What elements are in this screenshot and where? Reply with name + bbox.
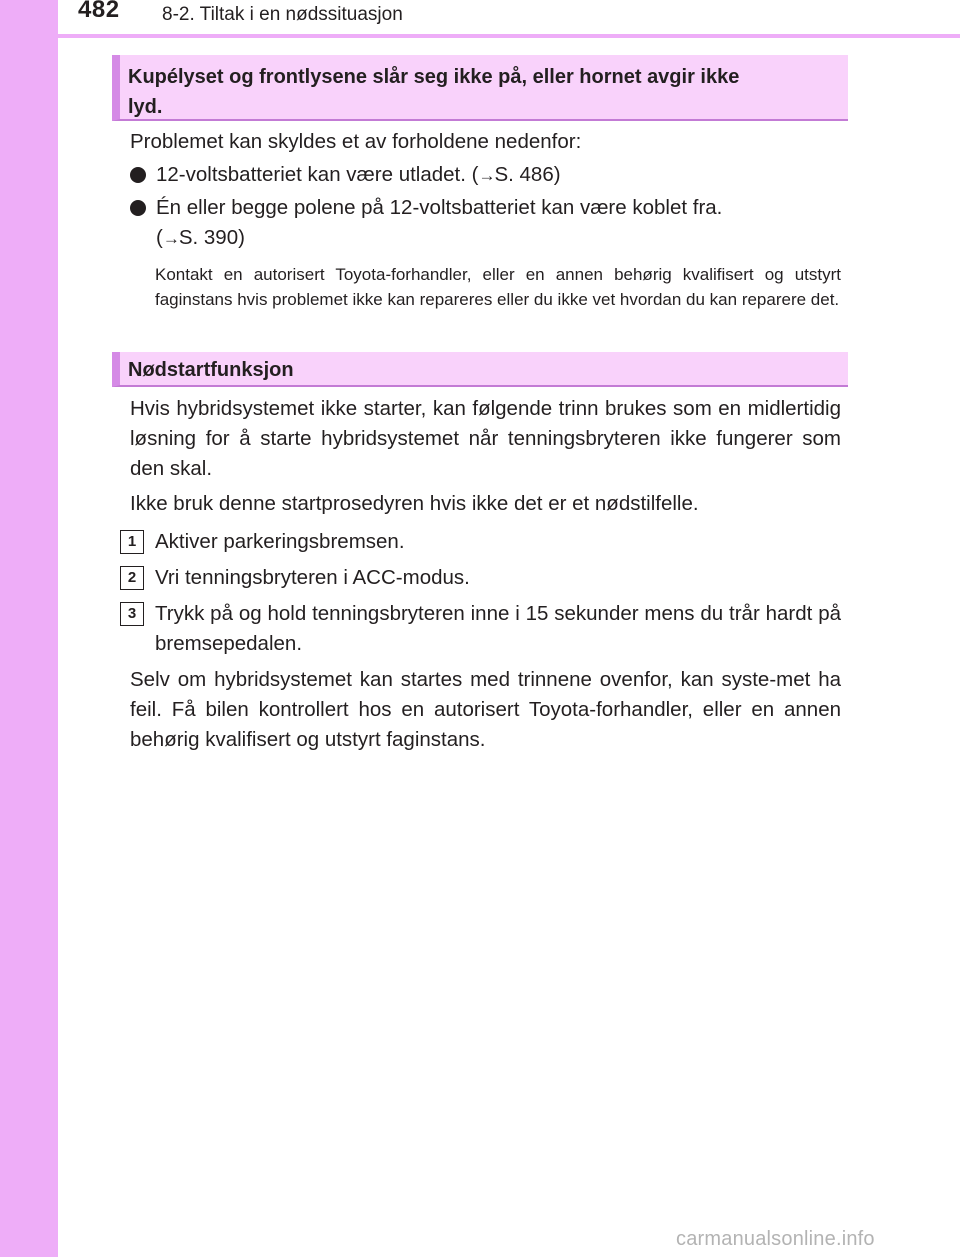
arrow-right-icon: →	[478, 166, 495, 185]
intro-text: Problemet kan skyldes et av forholdene nedenfor:	[130, 130, 582, 153]
chapter-title: 8-2. Tiltak i en nødssituasjon	[162, 4, 403, 25]
section-heading-line2: lyd.	[128, 96, 163, 118]
page-sidebar-tab	[0, 0, 58, 1257]
step-number-badge: 3	[120, 602, 144, 626]
section-heading-line1: Kupélyset og frontlysene slår seg ikke på, eller hornet avgir ikke	[128, 66, 740, 88]
step-number-badge: 1	[120, 530, 144, 554]
section-heading-emergency-start	[112, 352, 848, 387]
bullet-item-battery-disconnected	[130, 193, 841, 255]
page-reference-link[interactable]: S. 486)	[494, 163, 561, 186]
section-heading-lights	[112, 55, 848, 121]
arrow-right-icon: →	[162, 229, 179, 248]
closing-paragraph: Selv om hybridsystemet kan startes med trinnene ovenfor, kan syste-met ha feil. Få bilen kontrollert hos en autorisert Toyota-forhandler, eller en annen behørig kvalifisert og utstyrt faginstans.	[130, 668, 841, 751]
bullet-text: 12-voltsbatteriet kan være utladet. (	[156, 163, 479, 186]
step-text: Trykk på og hold tenningsbryteren inne i 15 sekunder mens du trår hardt på bremsepedalen.	[155, 602, 841, 655]
bullet-text: Én eller begge polene på 12-voltsbatteriet kan være koblet fra.	[156, 196, 723, 219]
watermark-text: carmanualsonline.info	[676, 1228, 875, 1250]
step-text: Aktiver parkeringsbremsen.	[155, 530, 405, 553]
section-heading-title: Nødstartfunksjon	[128, 359, 294, 381]
bullet-dot-icon	[130, 167, 146, 183]
step-text: Vri tenningsbryteren i ACC-modus.	[155, 566, 470, 589]
step-number-badge: 2	[120, 566, 144, 590]
header-rule	[0, 34, 960, 38]
bullet-text-paren: (	[156, 226, 163, 249]
dealer-note: Kontakt en autorisert Toyota-forhandler, eller en annen behørig kvalifisert og utstyrt faginstans hvis problemet ikke kan repareres eller du ikke vet hvordan du kan reparere det.	[155, 265, 841, 309]
emergency-intro-paragraph: Hvis hybridsystemet ikke starter, kan følgende trinn brukes som en midlertidig løsning for å starte hybridsystemet når tenningsbryteren ikke fungerer som den skal.	[130, 397, 841, 480]
bullet-dot-icon	[130, 200, 146, 216]
page-reference-link[interactable]: S. 390)	[178, 226, 245, 249]
page-number: 482	[78, 0, 120, 23]
emergency-warning-text: Ikke bruk denne startprosedyren hvis ikke det er et nødstilfelle.	[130, 492, 699, 515]
